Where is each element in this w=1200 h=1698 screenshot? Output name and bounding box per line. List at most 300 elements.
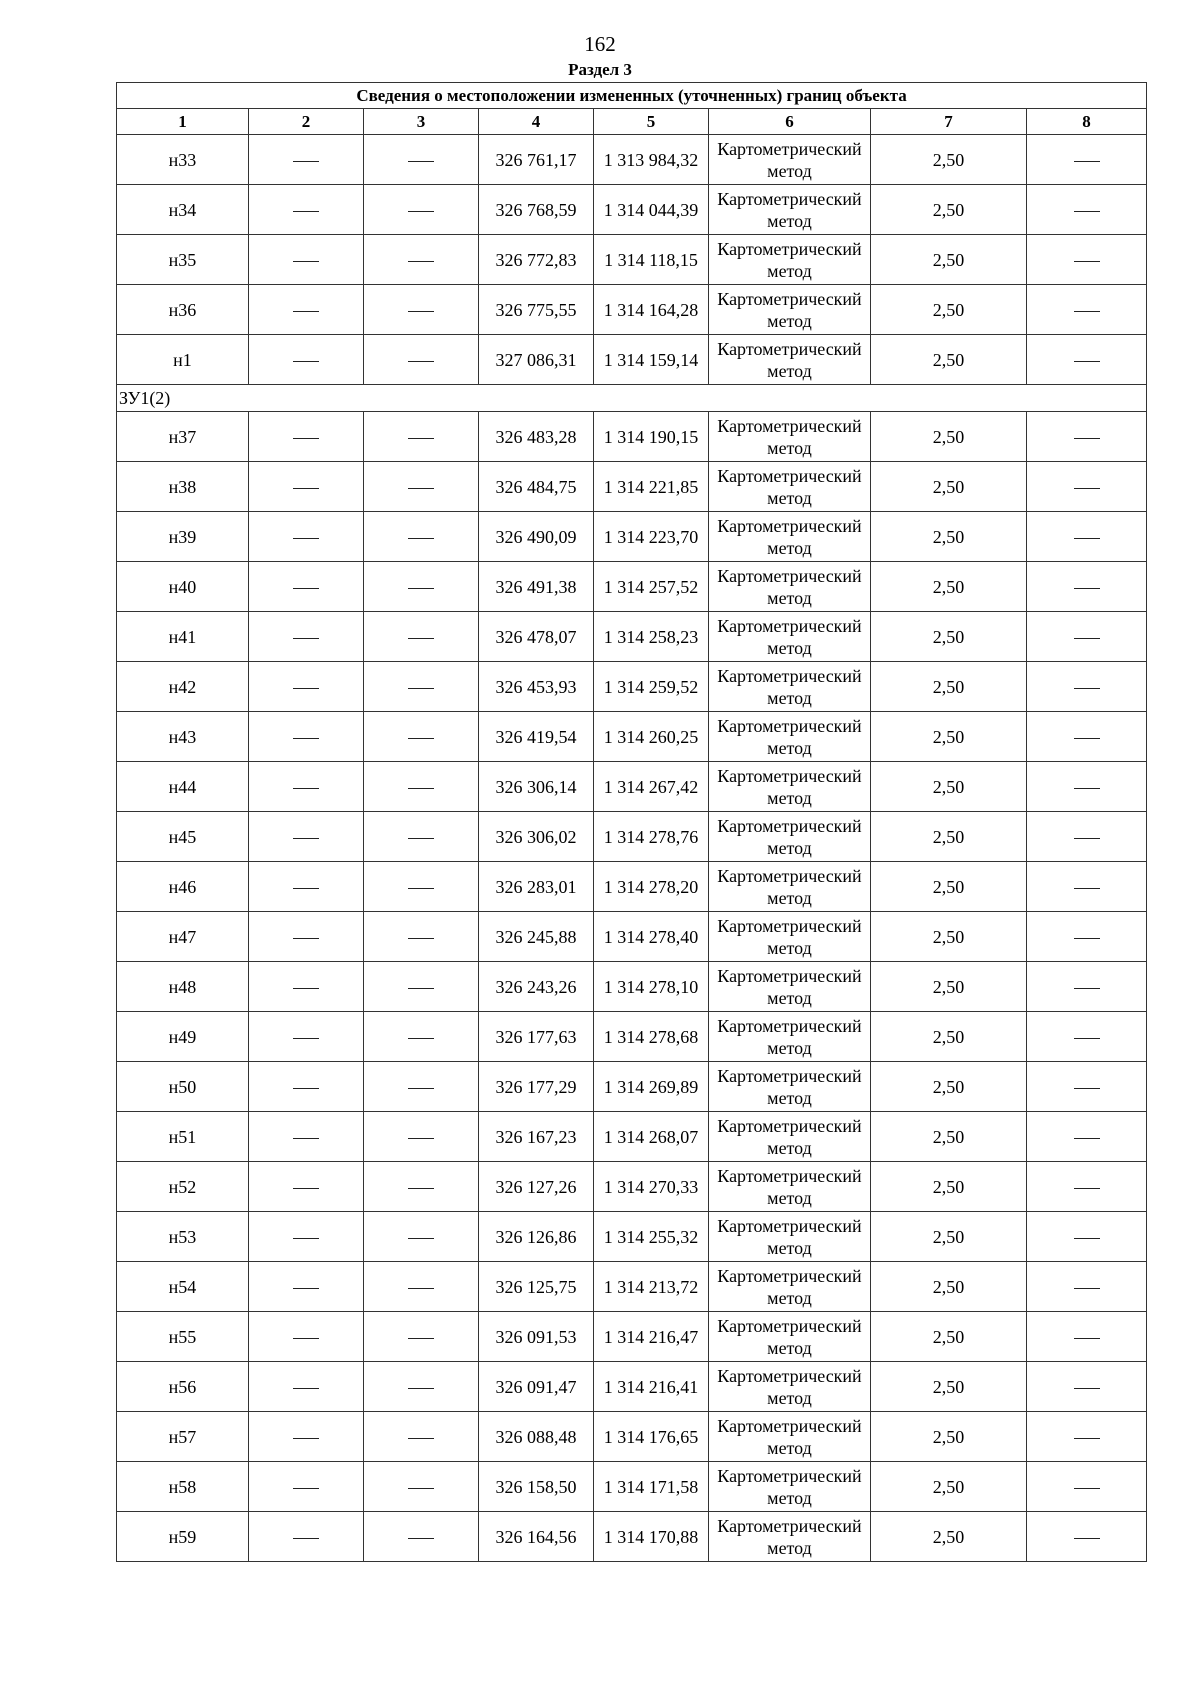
- dash-mark: [293, 1138, 319, 1139]
- dash-mark: [1074, 1088, 1100, 1089]
- column-header-2: 2: [249, 109, 364, 135]
- x-coordinate-cell: 326 478,07: [479, 612, 594, 662]
- x-coordinate-cell: 327 086,31: [479, 335, 594, 385]
- dash-mark: [408, 538, 434, 539]
- dash-mark: [408, 488, 434, 489]
- x-coordinate-cell: 326 306,02: [479, 812, 594, 862]
- method-cell: Картометрический метод: [709, 1512, 871, 1562]
- column-header-5: 5: [594, 109, 709, 135]
- x-coordinate-cell: 326 177,63: [479, 1012, 594, 1062]
- column-3-cell: [364, 512, 479, 562]
- dash-mark: [293, 988, 319, 989]
- y-coordinate-cell: 1 314 213,72: [594, 1262, 709, 1312]
- dash-mark: [408, 888, 434, 889]
- accuracy-cell: 2,50: [871, 185, 1027, 235]
- column-8-cell: [1027, 1512, 1147, 1562]
- dash-mark: [293, 588, 319, 589]
- dash-mark: [408, 1388, 434, 1389]
- column-header-6: 6: [709, 109, 871, 135]
- dash-mark: [1074, 1388, 1100, 1389]
- accuracy-cell: 2,50: [871, 412, 1027, 462]
- y-coordinate-cell: 1 314 044,39: [594, 185, 709, 235]
- dash-mark: [1074, 1288, 1100, 1289]
- y-coordinate-cell: 1 314 259,52: [594, 662, 709, 712]
- column-8-cell: [1027, 235, 1147, 285]
- point-name-cell: н41: [117, 612, 249, 662]
- dash-mark: [408, 311, 434, 312]
- column-header-row: [117, 109, 1147, 135]
- dash-mark: [293, 311, 319, 312]
- table-row: [117, 962, 1147, 1012]
- table-row: [117, 1362, 1147, 1412]
- x-coordinate-cell: 326 125,75: [479, 1262, 594, 1312]
- method-cell: Картометрический метод: [709, 562, 871, 612]
- dash-mark: [408, 361, 434, 362]
- column-8-cell: [1027, 1212, 1147, 1262]
- method-cell: Картометрический метод: [709, 1262, 871, 1312]
- dash-mark: [408, 438, 434, 439]
- dash-mark: [1074, 638, 1100, 639]
- column-3-cell: [364, 762, 479, 812]
- method-cell: Картометрический метод: [709, 1312, 871, 1362]
- dash-mark: [408, 211, 434, 212]
- method-cell: Картометрический метод: [709, 235, 871, 285]
- dash-mark: [1074, 211, 1100, 212]
- column-3-cell: [364, 235, 479, 285]
- accuracy-cell: 2,50: [871, 1512, 1027, 1562]
- point-name-cell: н53: [117, 1212, 249, 1262]
- column-8-cell: [1027, 1112, 1147, 1162]
- table-title: Сведения о местоположении измененных (уточненных) границ объекта: [117, 83, 1147, 109]
- dash-mark: [1074, 1338, 1100, 1339]
- column-2-cell: [249, 712, 364, 762]
- dash-mark: [408, 988, 434, 989]
- column-3-cell: [364, 1312, 479, 1362]
- x-coordinate-cell: 326 126,86: [479, 1212, 594, 1262]
- column-3-cell: [364, 1112, 479, 1162]
- table-row: [117, 1412, 1147, 1462]
- x-coordinate-cell: 326 164,56: [479, 1512, 594, 1562]
- dash-mark: [293, 361, 319, 362]
- column-8-cell: [1027, 135, 1147, 185]
- column-3-cell: [364, 962, 479, 1012]
- dash-mark: [293, 1338, 319, 1339]
- dash-mark: [1074, 1438, 1100, 1439]
- column-3-cell: [364, 862, 479, 912]
- point-name-cell: н55: [117, 1312, 249, 1362]
- accuracy-cell: 2,50: [871, 562, 1027, 612]
- column-8-cell: [1027, 712, 1147, 762]
- x-coordinate-cell: 326 768,59: [479, 185, 594, 235]
- column-3-cell: [364, 1062, 479, 1112]
- dash-mark: [408, 1538, 434, 1539]
- column-8-cell: [1027, 1362, 1147, 1412]
- dash-mark: [408, 1188, 434, 1189]
- dash-mark: [293, 261, 319, 262]
- accuracy-cell: 2,50: [871, 662, 1027, 712]
- point-name-cell: н35: [117, 235, 249, 285]
- dash-mark: [1074, 438, 1100, 439]
- dash-mark: [1074, 1488, 1100, 1489]
- column-2-cell: [249, 1462, 364, 1512]
- y-coordinate-cell: 1 314 268,07: [594, 1112, 709, 1162]
- table-row: [117, 335, 1147, 385]
- x-coordinate-cell: 326 177,29: [479, 1062, 594, 1112]
- point-name-cell: н36: [117, 285, 249, 335]
- x-coordinate-cell: 326 484,75: [479, 462, 594, 512]
- dash-mark: [408, 1438, 434, 1439]
- x-coordinate-cell: 326 245,88: [479, 912, 594, 962]
- column-2-cell: [249, 1162, 364, 1212]
- column-8-cell: [1027, 812, 1147, 862]
- point-name-cell: н56: [117, 1362, 249, 1412]
- dash-mark: [293, 1538, 319, 1539]
- x-coordinate-cell: 326 419,54: [479, 712, 594, 762]
- y-coordinate-cell: 1 314 159,14: [594, 335, 709, 385]
- method-cell: Картометрический метод: [709, 862, 871, 912]
- table-row: [117, 512, 1147, 562]
- column-8-cell: [1027, 1412, 1147, 1462]
- column-8-cell: [1027, 662, 1147, 712]
- dash-mark: [1074, 538, 1100, 539]
- dash-mark: [408, 1238, 434, 1239]
- y-coordinate-cell: 1 314 278,10: [594, 962, 709, 1012]
- column-3-cell: [364, 1462, 479, 1512]
- method-cell: Картометрический метод: [709, 662, 871, 712]
- column-8-cell: [1027, 1162, 1147, 1212]
- dash-mark: [1074, 361, 1100, 362]
- accuracy-cell: 2,50: [871, 1362, 1027, 1412]
- column-2-cell: [249, 562, 364, 612]
- table-row: [117, 912, 1147, 962]
- accuracy-cell: 2,50: [871, 335, 1027, 385]
- y-coordinate-cell: 1 314 223,70: [594, 512, 709, 562]
- dash-mark: [408, 838, 434, 839]
- y-coordinate-cell: 1 314 269,89: [594, 1062, 709, 1112]
- accuracy-cell: 2,50: [871, 1412, 1027, 1462]
- x-coordinate-cell: 326 091,53: [479, 1312, 594, 1362]
- dash-mark: [408, 1488, 434, 1489]
- point-name-cell: н34: [117, 185, 249, 235]
- dash-mark: [408, 1338, 434, 1339]
- column-2-cell: [249, 1062, 364, 1112]
- accuracy-cell: 2,50: [871, 1162, 1027, 1212]
- y-coordinate-cell: 1 314 255,32: [594, 1212, 709, 1262]
- column-8-cell: [1027, 762, 1147, 812]
- accuracy-cell: 2,50: [871, 1462, 1027, 1512]
- point-name-cell: н46: [117, 862, 249, 912]
- table-row: [117, 712, 1147, 762]
- x-coordinate-cell: 326 167,23: [479, 1112, 594, 1162]
- column-3-cell: [364, 912, 479, 962]
- accuracy-cell: 2,50: [871, 235, 1027, 285]
- dash-mark: [293, 1088, 319, 1089]
- column-8-cell: [1027, 1012, 1147, 1062]
- column-8-cell: [1027, 1062, 1147, 1112]
- method-cell: Картометрический метод: [709, 185, 871, 235]
- dash-mark: [1074, 738, 1100, 739]
- dash-mark: [293, 888, 319, 889]
- table-row: [117, 1262, 1147, 1312]
- y-coordinate-cell: 1 314 257,52: [594, 562, 709, 612]
- column-2-cell: [249, 912, 364, 962]
- table-row: [117, 1162, 1147, 1212]
- dash-mark: [408, 638, 434, 639]
- dash-mark: [1074, 1538, 1100, 1539]
- column-3-cell: [364, 1262, 479, 1312]
- point-name-cell: н48: [117, 962, 249, 1012]
- column-3-cell: [364, 1212, 479, 1262]
- point-name-cell: н43: [117, 712, 249, 762]
- x-coordinate-cell: 326 283,01: [479, 862, 594, 912]
- method-cell: Картометрический метод: [709, 135, 871, 185]
- column-8-cell: [1027, 1312, 1147, 1362]
- column-2-cell: [249, 412, 364, 462]
- dash-mark: [1074, 1038, 1100, 1039]
- column-2-cell: [249, 285, 364, 335]
- dash-mark: [1074, 1188, 1100, 1189]
- accuracy-cell: 2,50: [871, 712, 1027, 762]
- dash-mark: [1074, 838, 1100, 839]
- dash-mark: [1074, 688, 1100, 689]
- column-8-cell: [1027, 335, 1147, 385]
- y-coordinate-cell: 1 314 216,47: [594, 1312, 709, 1362]
- accuracy-cell: 2,50: [871, 1212, 1027, 1262]
- dash-mark: [1074, 261, 1100, 262]
- y-coordinate-cell: 1 314 270,33: [594, 1162, 709, 1212]
- column-3-cell: [364, 135, 479, 185]
- dash-mark: [408, 161, 434, 162]
- column-3-cell: [364, 612, 479, 662]
- dash-mark: [293, 438, 319, 439]
- dash-mark: [1074, 311, 1100, 312]
- column-2-cell: [249, 1262, 364, 1312]
- y-coordinate-cell: 1 314 278,76: [594, 812, 709, 862]
- accuracy-cell: 2,50: [871, 1062, 1027, 1112]
- x-coordinate-cell: 326 453,93: [479, 662, 594, 712]
- x-coordinate-cell: 326 088,48: [479, 1412, 594, 1462]
- point-name-cell: н52: [117, 1162, 249, 1212]
- y-coordinate-cell: 1 313 984,32: [594, 135, 709, 185]
- x-coordinate-cell: 326 306,14: [479, 762, 594, 812]
- method-cell: Картометрический метод: [709, 812, 871, 862]
- page-number: 162: [584, 32, 616, 56]
- y-coordinate-cell: 1 314 260,25: [594, 712, 709, 762]
- column-header-3: 3: [364, 109, 479, 135]
- table-row: [117, 662, 1147, 712]
- method-cell: Картометрический метод: [709, 1462, 871, 1512]
- column-3-cell: [364, 285, 479, 335]
- dash-mark: [293, 638, 319, 639]
- column-header-4: 4: [479, 109, 594, 135]
- method-cell: Картометрический метод: [709, 712, 871, 762]
- dash-mark: [293, 538, 319, 539]
- point-name-cell: н51: [117, 1112, 249, 1162]
- column-2-cell: [249, 1012, 364, 1062]
- dash-mark: [408, 688, 434, 689]
- coordinates-table: [116, 82, 1147, 1562]
- accuracy-cell: 2,50: [871, 1112, 1027, 1162]
- table-row: [117, 1012, 1147, 1062]
- accuracy-cell: 2,50: [871, 612, 1027, 662]
- point-name-cell: н57: [117, 1412, 249, 1462]
- point-name-cell: н49: [117, 1012, 249, 1062]
- dash-mark: [293, 1388, 319, 1389]
- column-2-cell: [249, 185, 364, 235]
- table-row: [117, 412, 1147, 462]
- table-title-row: [117, 83, 1147, 109]
- column-3-cell: [364, 335, 479, 385]
- dash-mark: [408, 1288, 434, 1289]
- dash-mark: [1074, 488, 1100, 489]
- column-header-1: 1: [117, 109, 249, 135]
- column-3-cell: [364, 712, 479, 762]
- y-coordinate-cell: 1 314 171,58: [594, 1462, 709, 1512]
- y-coordinate-cell: 1 314 170,88: [594, 1512, 709, 1562]
- point-name-cell: н54: [117, 1262, 249, 1312]
- y-coordinate-cell: 1 314 278,68: [594, 1012, 709, 1062]
- point-name-cell: н59: [117, 1512, 249, 1562]
- dash-mark: [293, 688, 319, 689]
- method-cell: Картометрический метод: [709, 1212, 871, 1262]
- table-row: [117, 1212, 1147, 1262]
- dash-mark: [293, 488, 319, 489]
- column-8-cell: [1027, 462, 1147, 512]
- point-name-cell: н39: [117, 512, 249, 562]
- dash-mark: [293, 1288, 319, 1289]
- point-name-cell: н38: [117, 462, 249, 512]
- dash-mark: [293, 211, 319, 212]
- column-8-cell: [1027, 512, 1147, 562]
- dash-mark: [293, 1488, 319, 1489]
- accuracy-cell: 2,50: [871, 1012, 1027, 1062]
- accuracy-cell: 2,50: [871, 135, 1027, 185]
- table-row: [117, 762, 1147, 812]
- point-name-cell: н40: [117, 562, 249, 612]
- method-cell: Картометрический метод: [709, 612, 871, 662]
- table-row: [117, 1462, 1147, 1512]
- method-cell: Картометрический метод: [709, 512, 871, 562]
- column-2-cell: [249, 512, 364, 562]
- dash-mark: [1074, 588, 1100, 589]
- method-cell: Картометрический метод: [709, 462, 871, 512]
- method-cell: Картометрический метод: [709, 1412, 871, 1462]
- column-2-cell: [249, 612, 364, 662]
- dash-mark: [1074, 788, 1100, 789]
- dash-mark: [1074, 938, 1100, 939]
- table-row: [117, 562, 1147, 612]
- method-cell: Картометрический метод: [709, 1112, 871, 1162]
- point-name-cell: н50: [117, 1062, 249, 1112]
- dash-mark: [1074, 1238, 1100, 1239]
- dash-mark: [408, 938, 434, 939]
- dash-mark: [293, 1188, 319, 1189]
- accuracy-cell: 2,50: [871, 812, 1027, 862]
- column-2-cell: [249, 812, 364, 862]
- x-coordinate-cell: 326 775,55: [479, 285, 594, 335]
- method-cell: Картометрический метод: [709, 285, 871, 335]
- dash-mark: [408, 261, 434, 262]
- column-8-cell: [1027, 562, 1147, 612]
- column-2-cell: [249, 235, 364, 285]
- dash-mark: [408, 1088, 434, 1089]
- table-row: [117, 135, 1147, 185]
- accuracy-cell: 2,50: [871, 912, 1027, 962]
- column-2-cell: [249, 1362, 364, 1412]
- column-3-cell: [364, 462, 479, 512]
- table-row: [117, 612, 1147, 662]
- method-cell: Картометрический метод: [709, 912, 871, 962]
- column-2-cell: [249, 1512, 364, 1562]
- column-2-cell: [249, 135, 364, 185]
- dash-mark: [1074, 888, 1100, 889]
- column-3-cell: [364, 1362, 479, 1412]
- method-cell: Картометрический метод: [709, 1012, 871, 1062]
- y-coordinate-cell: 1 314 258,23: [594, 612, 709, 662]
- table-row: [117, 1312, 1147, 1362]
- y-coordinate-cell: 1 314 176,65: [594, 1412, 709, 1462]
- column-3-cell: [364, 1162, 479, 1212]
- column-2-cell: [249, 335, 364, 385]
- column-8-cell: [1027, 962, 1147, 1012]
- method-cell: Картометрический метод: [709, 1362, 871, 1412]
- point-name-cell: н33: [117, 135, 249, 185]
- dash-mark: [408, 1138, 434, 1139]
- group-label: ЗУ1(2): [117, 385, 1147, 412]
- x-coordinate-cell: 326 761,17: [479, 135, 594, 185]
- x-coordinate-cell: 326 127,26: [479, 1162, 594, 1212]
- x-coordinate-cell: 326 243,26: [479, 962, 594, 1012]
- column-3-cell: [364, 812, 479, 862]
- accuracy-cell: 2,50: [871, 462, 1027, 512]
- column-2-cell: [249, 662, 364, 712]
- accuracy-cell: 2,50: [871, 512, 1027, 562]
- y-coordinate-cell: 1 314 164,28: [594, 285, 709, 335]
- column-3-cell: [364, 562, 479, 612]
- column-3-cell: [364, 185, 479, 235]
- dash-mark: [293, 161, 319, 162]
- dash-mark: [408, 788, 434, 789]
- group-row: [117, 385, 1147, 412]
- column-2-cell: [249, 962, 364, 1012]
- column-8-cell: [1027, 412, 1147, 462]
- point-name-cell: н42: [117, 662, 249, 712]
- dash-mark: [408, 738, 434, 739]
- table-row: [117, 235, 1147, 285]
- x-coordinate-cell: 326 483,28: [479, 412, 594, 462]
- x-coordinate-cell: 326 772,83: [479, 235, 594, 285]
- x-coordinate-cell: 326 491,38: [479, 562, 594, 612]
- column-8-cell: [1027, 1262, 1147, 1312]
- column-3-cell: [364, 1412, 479, 1462]
- column-8-cell: [1027, 912, 1147, 962]
- y-coordinate-cell: 1 314 118,15: [594, 235, 709, 285]
- y-coordinate-cell: 1 314 278,20: [594, 862, 709, 912]
- column-3-cell: [364, 1012, 479, 1062]
- method-cell: Картометрический метод: [709, 762, 871, 812]
- section-title: Раздел 3: [568, 60, 632, 79]
- y-coordinate-cell: 1 314 221,85: [594, 462, 709, 512]
- method-cell: Картометрический метод: [709, 335, 871, 385]
- point-name-cell: н47: [117, 912, 249, 962]
- accuracy-cell: 2,50: [871, 962, 1027, 1012]
- point-name-cell: н37: [117, 412, 249, 462]
- x-coordinate-cell: 326 490,09: [479, 512, 594, 562]
- y-coordinate-cell: 1 314 267,42: [594, 762, 709, 812]
- dash-mark: [1074, 988, 1100, 989]
- point-name-cell: н45: [117, 812, 249, 862]
- dash-mark: [293, 788, 319, 789]
